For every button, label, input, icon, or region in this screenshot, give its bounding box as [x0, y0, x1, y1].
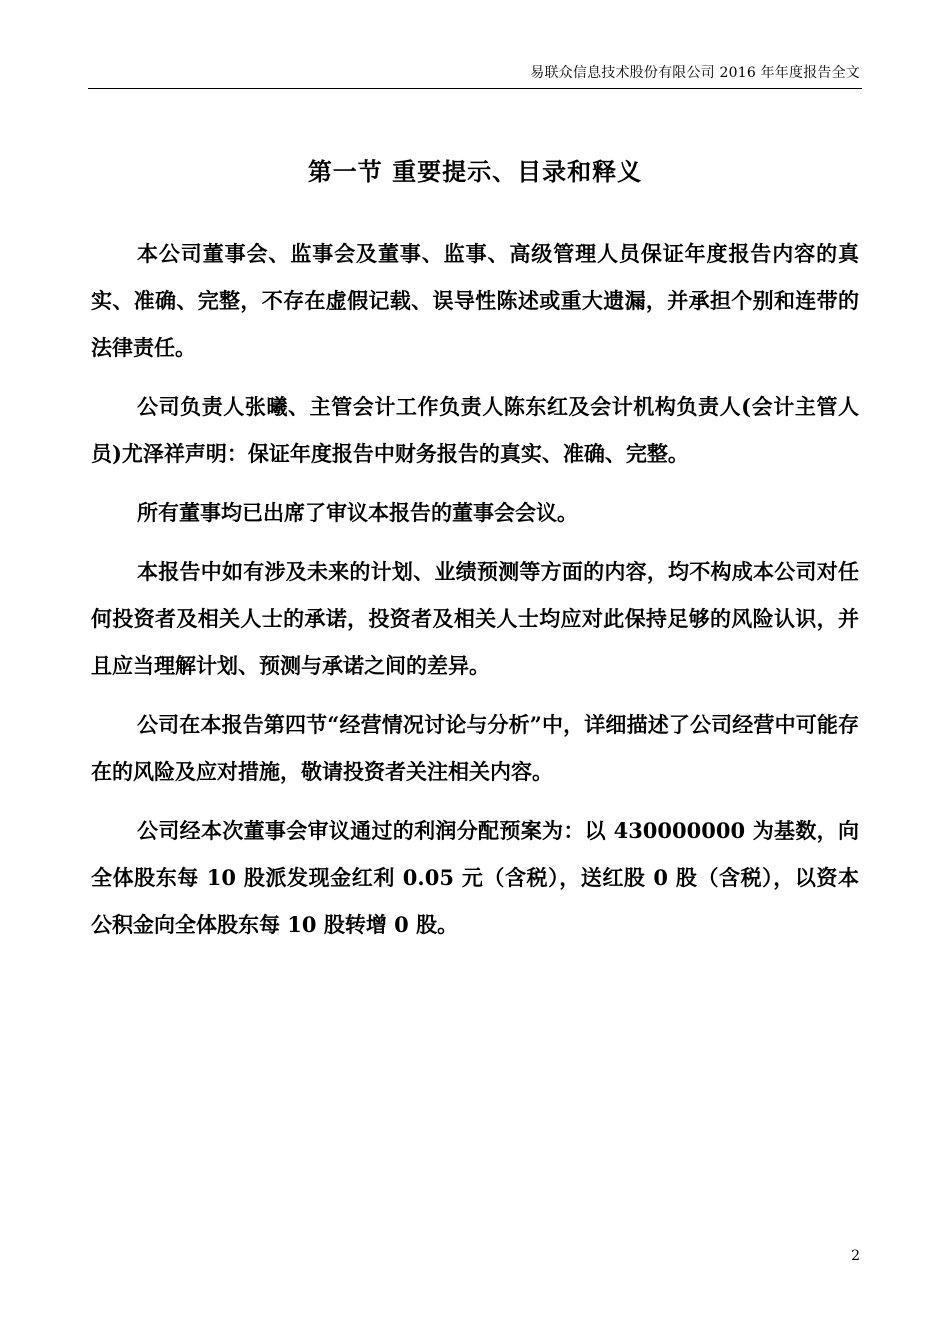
paragraph-officer-statement: 公司负责人张曦、主管会计工作负责人陈东红及会计机构负责人(会计主管人员)尤泽祥声明：保证年度报告中财务报告的真实、准确、完整。 — [91, 394, 859, 466]
page-number: 2 — [851, 1248, 860, 1264]
paragraph-attendance: 所有董事均已出席了审议本报告的董事会会议。 — [137, 500, 578, 525]
paragraph-profit-distribution: 公司经本次董事会审议通过的利润分配预案为：以 430000000 为基数，向全体股东每 10 股派发现金红利 0.05 元（含税），送红股 0 股（含税），以资本公积金向全体股东每 10 股转增 0 股。 — [91, 818, 859, 937]
section-title: 第一节 重要提示、目录和释义 — [307, 157, 643, 186]
paragraph-risk-notice: 公司在本报告第四节“经营情况讨论与分析”中，详细描述了公司经营中可能存在的风险及应对措施，敬请投资者关注相关内容。 — [91, 712, 859, 784]
running-header: 易联众信息技术股份有限公司 2016 年年度报告全文 — [530, 65, 860, 81]
paragraph-forward-looking: 本报告中如有涉及未来的计划、业绩预测等方面的内容，均不构成本公司对任何投资者及相关人士的承诺，投资者及相关人士均应对此保持足够的风险认识，并且应当理解计划、预测与承诺之间的差异。 — [91, 559, 859, 678]
paragraph-board-guarantee: 本公司董事会、监事会及董事、监事、高级管理人员保证年度报告内容的真实、准确、完整，不存在虚假记载、误导性陈述或重大遗漏，并承担个别和连带的法律责任。 — [91, 241, 859, 360]
document-body — [91, 230, 859, 960]
header-divider — [88, 88, 862, 89]
